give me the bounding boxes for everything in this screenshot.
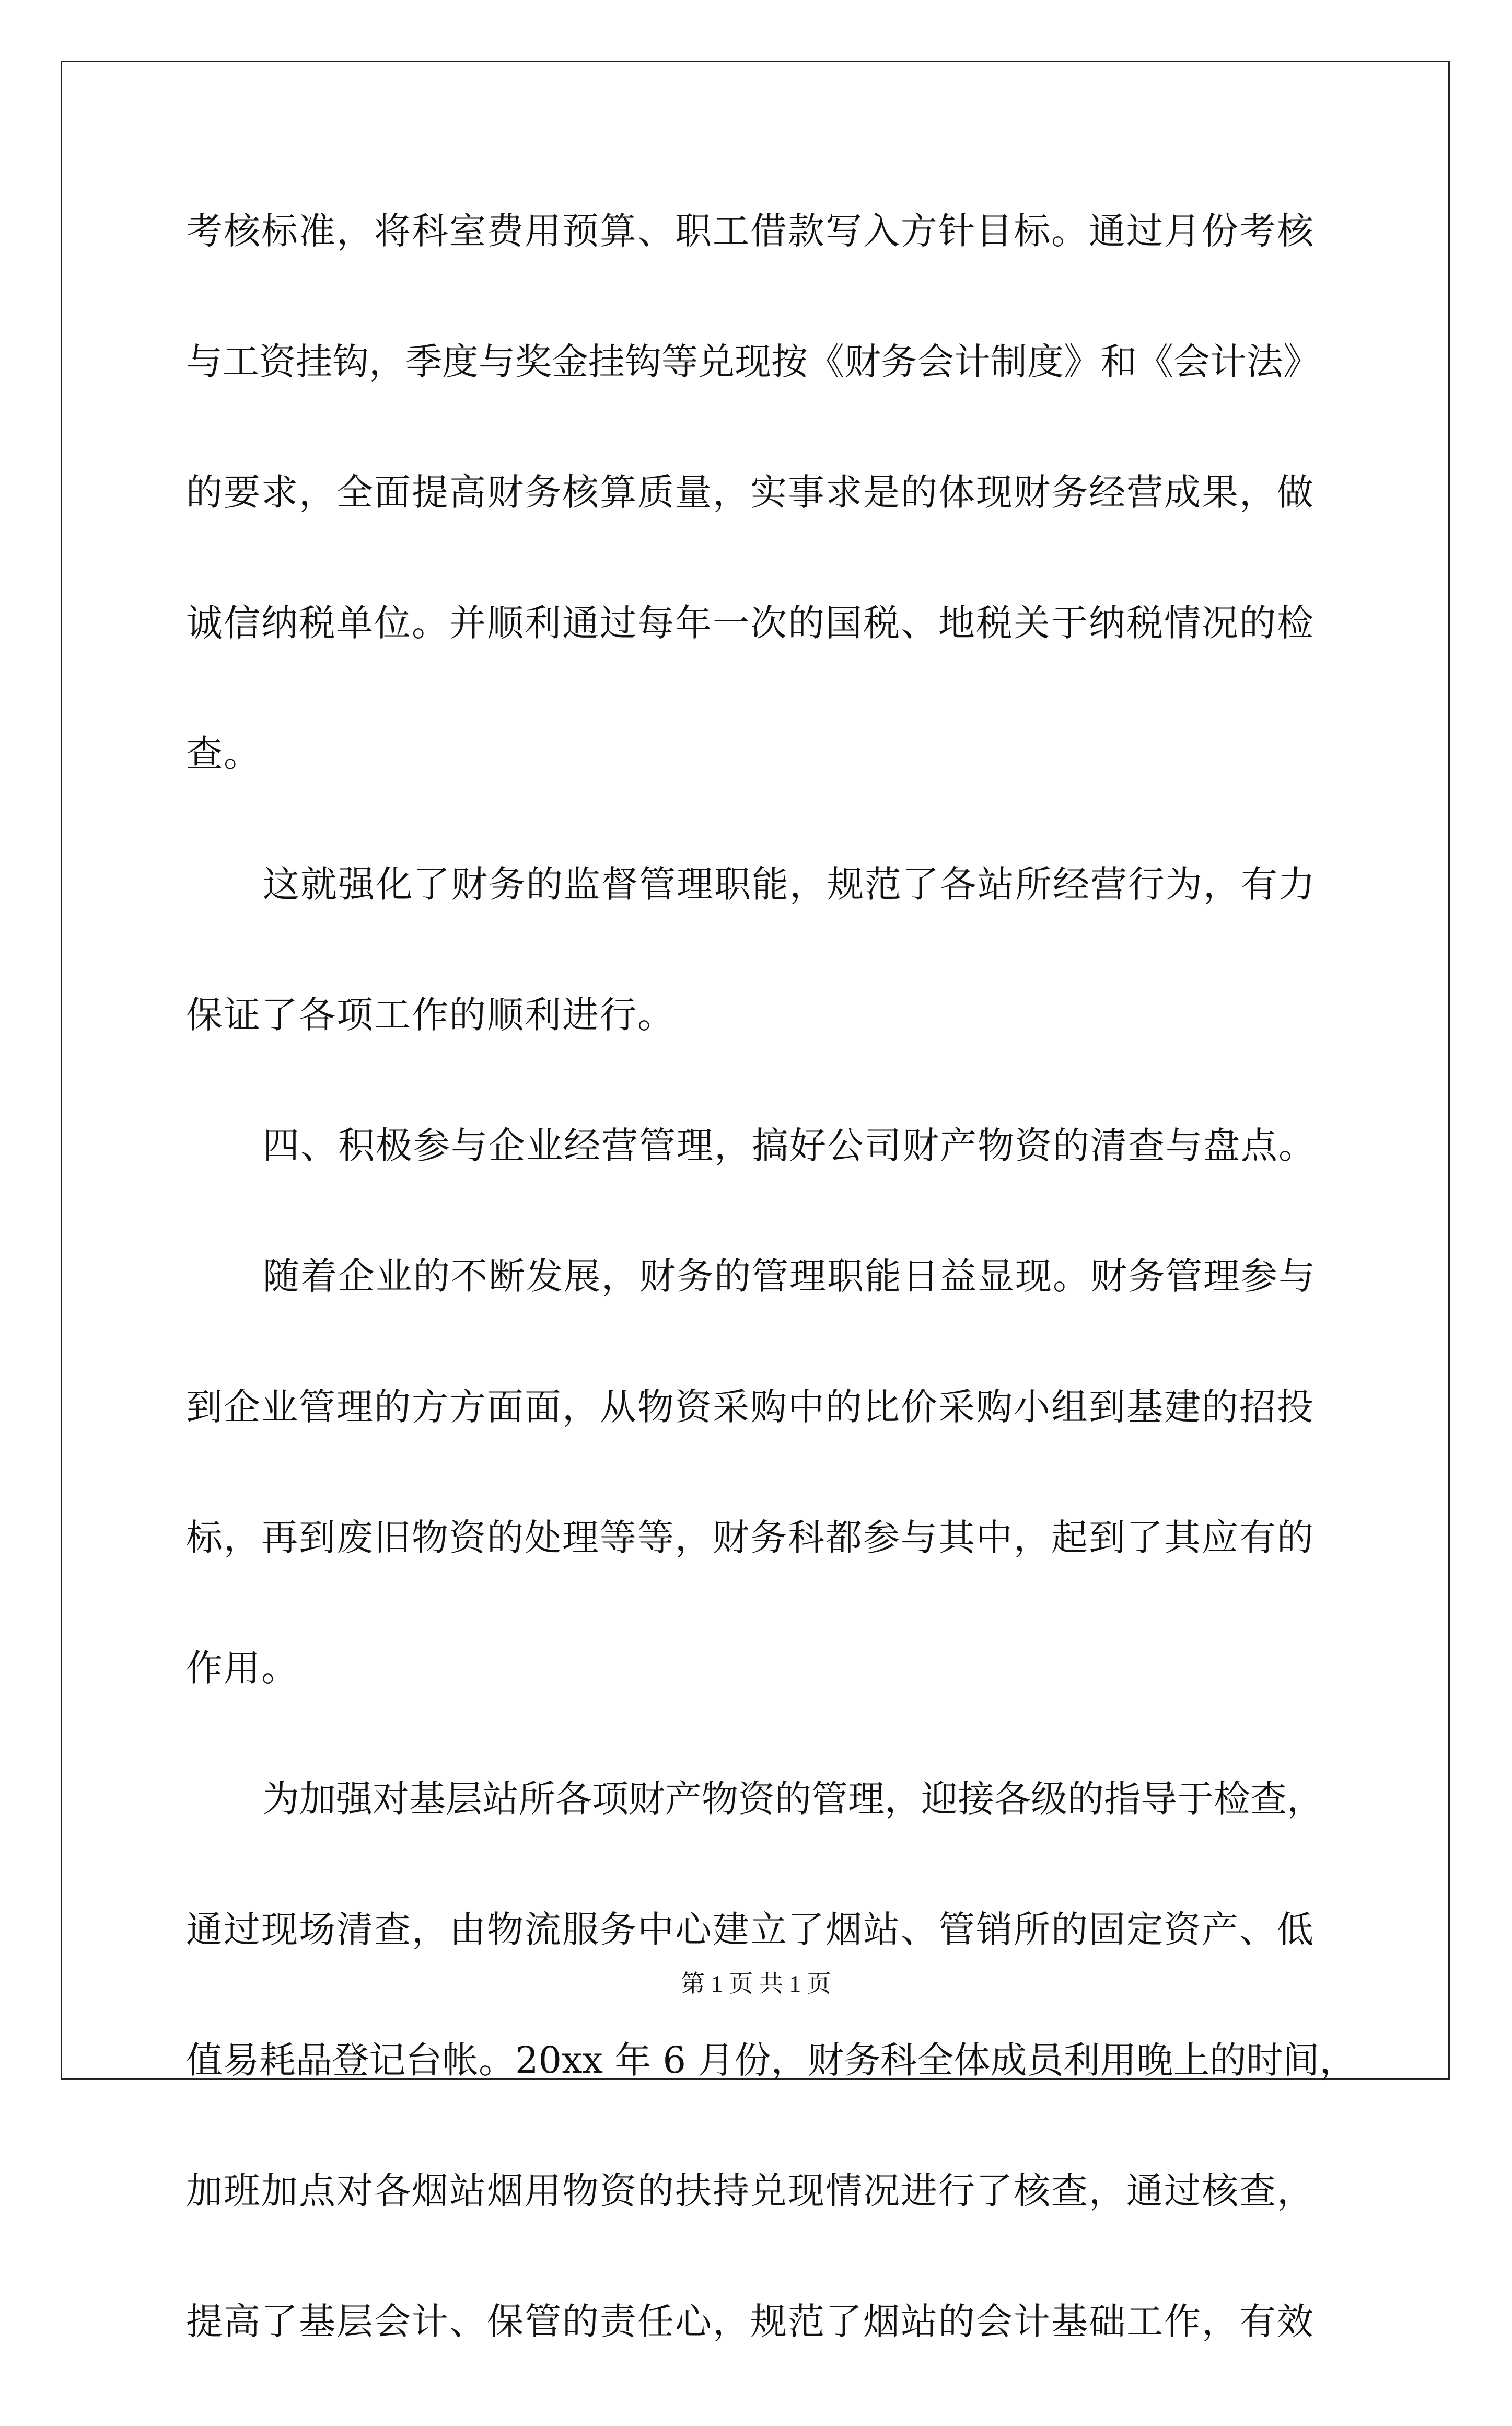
text-line-3: 的要求，全面提高财务核算质量，实事求是的体现财务经营成果，做 <box>186 471 1315 514</box>
text-line-13: 为加强对基层站所各项财产物资的管理，迎接各级的指导于检查， <box>263 1777 1323 1820</box>
text-line-7: 保证了各项工作的顺利进行。 <box>186 993 675 1036</box>
text-line-11: 标，再到废旧物资的处理等等，财务科都参与其中，起到了其应有的 <box>186 1516 1315 1559</box>
text-line-14: 通过现场清查，由物流服务中心建立了烟站、管销所的固定资产、低 <box>186 1908 1315 1951</box>
text-line-17: 提高了基层会计、保管的责任心，规范了烟站的会计基础工作，有效 <box>186 2300 1315 2343</box>
text-line-4: 诚信纳税单位。并顺利通过每年一次的国税、地税关于纳税情况的检 <box>186 602 1315 644</box>
text-line-15: 值易耗品登记台帐。20xx 年 6 月份，财务科全体成员利用晚上的时间， <box>186 2039 1356 2082</box>
page-number: 第 1 页 共 1 页 <box>681 1970 831 1997</box>
section-heading: 四、积极参与企业经营管理，搞好公司财产物资的清查与盘点。 <box>263 1124 1316 1167</box>
text-line-1: 考核标准，将科室费用预算、职工借款写入方针目标。通过月份考核 <box>186 210 1315 252</box>
text-line-9: 随着企业的不断发展，财务的管理职能日益显现。财务管理参与 <box>263 1255 1316 1298</box>
text-line-10: 到企业管理的方方面面，从物资采购中的比价采购小组到基建的招投 <box>186 1385 1315 1428</box>
document-body <box>186 205 1356 2426</box>
text-line-12: 作用。 <box>186 1647 299 1690</box>
text-line-5: 查。 <box>186 732 261 775</box>
text-line-2: 与工资挂钩，季度与奖金挂钩等兑现按《财务会计制度》和《会计法》 <box>186 340 1320 383</box>
text-line-16: 加班加点对各烟站烟用物资的扶持兑现情况进行了核查，通过核查， <box>186 2169 1315 2212</box>
text-line-6: 这就强化了财务的监督管理职能，规范了各站所经营行为，有力 <box>263 863 1316 906</box>
